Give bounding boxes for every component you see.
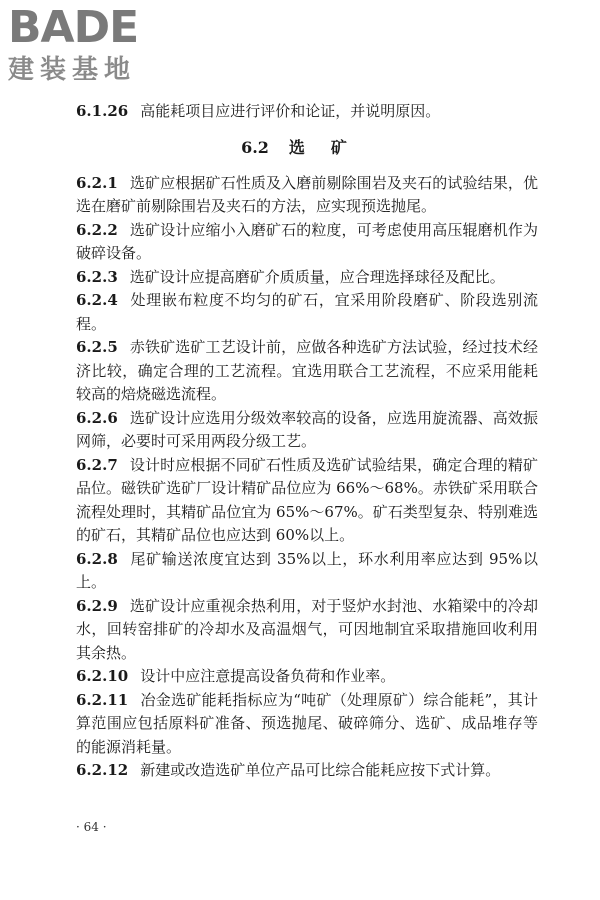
- section-heading: [76, 136, 538, 160]
- clause-6-2-8: [76, 548, 538, 595]
- clause-6-2-11: [76, 689, 538, 760]
- clause-text: 冶金选矿能耗指标应为“吨矿（处理原矿）综合能耗”，其计算范围应包括原料矿准备、预选抛尾、破碎筛分、选矿、成品堆存等的能源消耗量。: [76, 690, 538, 756]
- clause-text: 高能耗项目应进行评价和论证，并说明原因。: [140, 102, 441, 120]
- clause-number: 6.2.10: [76, 667, 129, 685]
- clause-number: 6.2.9: [76, 596, 118, 615]
- clause-number: 6.2.6: [76, 408, 118, 427]
- clause-text: 新建或改造选矿单位产品可比综合能耗应按下式计算。: [140, 761, 501, 779]
- clause-6-2-6: [76, 407, 538, 454]
- clause-text: 选矿设计应重视余热利用，对于竖炉水封池、水箱梁中的冷却水，回转窑排矿的冷却水及高温烟气，可因地制宜采取措施回收利用其余热。: [76, 596, 538, 662]
- clause-text: 选矿应根据矿石性质及入磨前剔除围岩及夹石的试验结果，优选在磨矿前剔除围岩及夹石的方法，应实现预选抛尾。: [76, 173, 538, 215]
- clause-6-2-9: [76, 595, 538, 666]
- clause-text: 尾矿输送浓度宜达到 35%以上，环水利用率应达到 95%以上。: [76, 549, 538, 591]
- clause-6-2-2: [76, 219, 538, 266]
- clause-number: 6.2.1: [76, 173, 118, 192]
- clause-text: 选矿设计应提高磨矿介质质量，应合理选择球径及配比。: [129, 267, 505, 286]
- clause-number: 6.2.11: [76, 690, 129, 709]
- clause-6-1-26: [76, 100, 538, 124]
- clause-6-2-5: [76, 336, 538, 407]
- clause-number: 6.2.5: [76, 338, 118, 356]
- clause-text: 处理嵌布粒度不均匀的矿石，宜采用阶段磨矿、阶段选别流程。: [76, 291, 538, 333]
- clause-number: 6.2.12: [76, 761, 129, 779]
- section-number: 6.2: [241, 137, 269, 157]
- clause-number: 6.2.8: [76, 549, 118, 568]
- clause-6-2-7: [76, 454, 538, 548]
- logo-mark: BADE: [8, 2, 139, 53]
- clause-text: 赤铁矿选矿工艺设计前，应做各种选矿方法试验，经过技术经济比较，确定合理的工艺流程。宜选用联合工艺流程，不应采用能耗较高的焙烧磁选流程。: [76, 338, 538, 403]
- clause-number: 6.2.2: [76, 220, 118, 239]
- clause-text: 选矿设计应选用分级效率较高的设备，应选用旋流器、高效振网筛，必要时可采用两段分级工艺。: [76, 408, 538, 450]
- section-title: 选矿: [288, 137, 373, 157]
- clause-text: 设计时应根据不同矿石性质及选矿试验结果，确定合理的精矿品位。磁铁矿选矿厂设计精矿品位应为 66%～68%。赤铁矿采用联合流程处理时，其精矿品位宜为 65%～67%。矿石类型复杂、特别难选的矿石，其精矿品位也应达到 60%以上。: [76, 455, 538, 544]
- bade-logo: [8, 4, 178, 90]
- clause-number: 6.2.3: [76, 267, 118, 286]
- clause-number: 6.2.7: [76, 455, 118, 474]
- logo-subtitle: 建装基地: [8, 55, 137, 85]
- document-body: [76, 100, 538, 783]
- clause-6-2-10: [76, 665, 538, 689]
- clause-6-2-3: [76, 266, 538, 290]
- clause-number: 6.1.26: [76, 102, 129, 120]
- clause-6-2-1: [76, 172, 538, 219]
- clause-6-2-12: [76, 759, 538, 783]
- clause-number: 6.2.4: [76, 291, 118, 309]
- clause-6-2-4: [76, 289, 538, 336]
- clause-text: 设计中应注意提高设备负荷和作业率。: [140, 667, 396, 685]
- clause-text: 选矿设计应缩小入磨矿石的粒度，可考虑使用高压辊磨机作为破碎设备。: [76, 220, 538, 262]
- page-number: · 64 ·: [76, 820, 107, 834]
